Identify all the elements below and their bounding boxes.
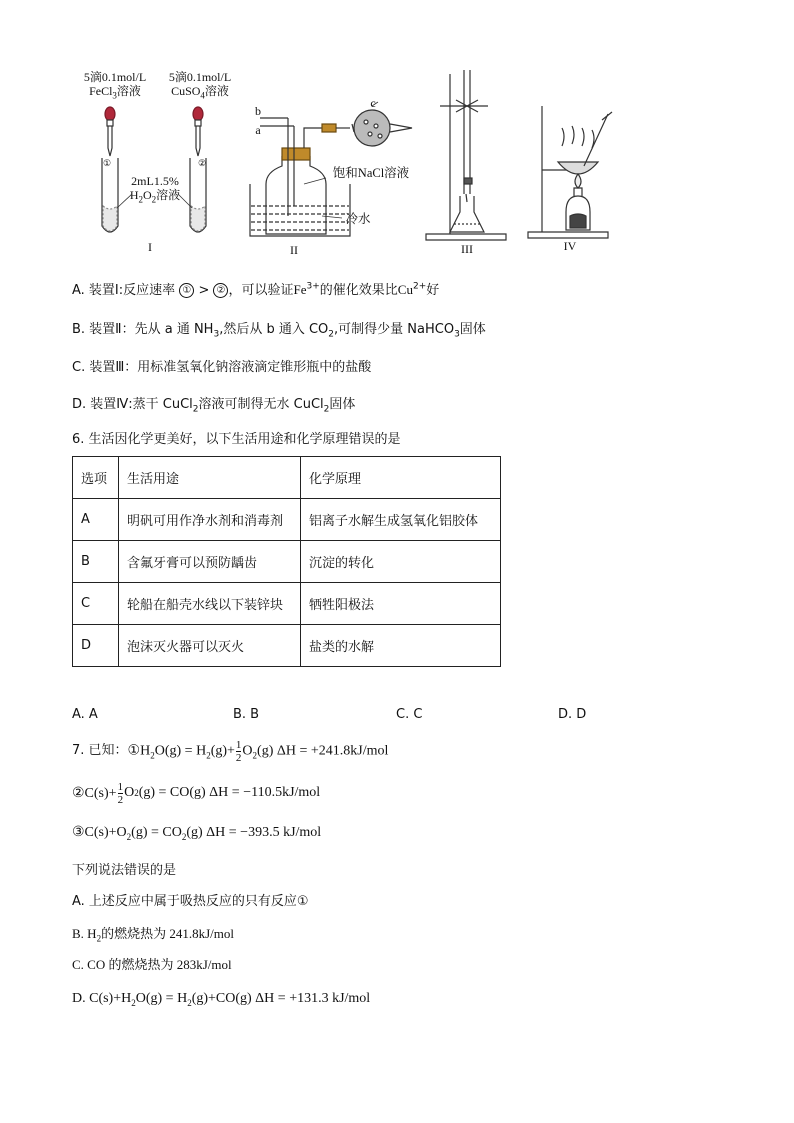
fecl3-formula: FeCl [89, 84, 113, 98]
table-cell: 轮船在船壳水线以下装锌块 [119, 583, 301, 625]
table-header-cell: 选项 [73, 457, 119, 499]
q5-option-a [72, 281, 439, 300]
test-tube-right-icon [190, 158, 206, 232]
frac-num: 1 [235, 738, 242, 751]
h2o2-line1: 2mL1.5% [131, 174, 179, 188]
co2-sub: 2 [328, 329, 335, 340]
q7-option-d [72, 991, 370, 1007]
fraction-half [118, 781, 124, 806]
q7-option-b [72, 925, 234, 943]
eq3-end: (g) ΔH = −393.5 kJ/mol [186, 825, 322, 840]
eq1-sub: 2 [150, 750, 155, 761]
table-cell: 铝离子水解生成氢氧化铝胶体 [301, 499, 501, 541]
fe-ion: Fe [293, 282, 307, 297]
q5-b-text3: ,可制得少量 NaHCO [334, 322, 455, 337]
reagent-fecl3-line1: 5滴0.1mol/L [83, 70, 147, 84]
q7-d-1: D. C(s)+H [72, 991, 132, 1006]
table-cell: 牺牲阳极法 [301, 583, 501, 625]
frac-den: 2 [235, 751, 242, 764]
eq3-mid: (g) = CO [131, 825, 182, 840]
table-header-cell: 化学原理 [301, 457, 501, 499]
q5-b-text4: 固体 [459, 322, 486, 337]
saturated-nacl-label: 饱和NaCl溶液 [332, 166, 410, 180]
q7-b-2: 的燃烧热为 241.8kJ/mol [101, 926, 234, 941]
q7-eq1-line [72, 736, 388, 766]
drying-tube-icon [322, 110, 412, 146]
glass-rod-icon [584, 112, 612, 166]
inlet-b-label: b [255, 104, 261, 118]
reagent-cuso4-line1: 5滴0.1mol/L [168, 70, 232, 84]
q6-table [72, 456, 501, 667]
table-cell: 明矾可用作净水剂和消毒剂 [119, 499, 301, 541]
tube-label-1: ① [102, 158, 112, 168]
h2o2-suffix: 溶液 [156, 188, 181, 202]
fecl3-sub: 3 [112, 90, 117, 101]
q5-a-end: 好 [426, 283, 440, 298]
greater-than: > [198, 283, 210, 298]
table-cell: C [73, 583, 119, 625]
q5-d-text2: 溶液可制得无水 CuCl [198, 397, 324, 412]
wash-bottle-icon [260, 118, 326, 234]
cuso4-formula: CuSO [171, 84, 201, 98]
q7-question: 下列说法错误的是 [72, 863, 177, 878]
h2o2-o: O [142, 188, 152, 202]
q7-equation-1 [128, 739, 389, 764]
q6-option-c: C. C [396, 707, 423, 722]
q5-b-text2: ,然后从 b 通入 CO [219, 322, 329, 337]
titration-stand-icon [426, 70, 506, 240]
inlet-a-label: a [255, 123, 261, 137]
cold-water-label: 冷水 [345, 212, 371, 226]
table-row [73, 625, 501, 667]
apparatus-iii-numeral: III [461, 242, 473, 256]
q7-d-sub2: 2 [187, 997, 192, 1008]
eq1-end: (g) ΔH = +241.8kJ/mol [257, 743, 389, 759]
q7-d-3: (g)+CO(g) ΔH = +131.3 kJ/mol [191, 991, 371, 1006]
q7-equation-3 [72, 824, 321, 841]
q7-b-sub: 2 [96, 933, 102, 944]
q5-b-text1: B. 装置Ⅱ：先从 a 通 NH [72, 322, 214, 337]
cu-charge: 2+ [412, 281, 427, 292]
eq1-state: (g) [164, 743, 182, 759]
q5-d-text1: D. 装置Ⅳ:蒸干 CuCl [72, 397, 193, 412]
q5-d-text3: 固体 [329, 397, 356, 412]
apparatus-drawing [60, 66, 640, 262]
q7-d-2: O(g) = H [135, 991, 188, 1006]
q7-option-c: C. CO 的燃烧热为 283kJ/mol [72, 957, 232, 972]
table-cell: 盐类的水解 [301, 625, 501, 667]
q5-a-mid: ，可以验证 [228, 283, 294, 298]
q5-option-c: C. 装置Ⅲ：用标准氢氧化钠溶液滴定锥形瓶中的盐酸 [72, 360, 372, 375]
q5-option-b [72, 321, 486, 339]
nh3-sub: 3 [213, 329, 220, 340]
table-row [73, 499, 501, 541]
q7-option-a: A. 上述反应中属于吸热反应的只有反应① [72, 894, 309, 909]
eq2-end: (g) = CO(g) ΔH = −110.5kJ/mol [138, 785, 321, 800]
eq3-text: ③C(s)+O [72, 825, 127, 840]
eq2-lead: ②C(s)+ [72, 785, 117, 801]
h2o2-sub2: 2 [151, 194, 157, 205]
evaporation-stand-icon [528, 106, 608, 238]
cucl2-sub1: 2 [192, 404, 199, 415]
table-cell: 泡沫灭火器可以灭火 [119, 625, 301, 667]
apparatus-iv-numeral: IV [563, 239, 577, 253]
eq3-sub: 2 [181, 831, 187, 842]
cuso4-sub: 4 [200, 90, 205, 101]
eq1-o2: O [242, 743, 253, 759]
table-row [73, 583, 501, 625]
table-cell: 沉淀的转化 [301, 541, 501, 583]
q7-equation-2: ②C(s)+ $\frac{1}{2}$ O 2 (g) = CO(g) ΔH = −110.5kJ/mol [72, 780, 321, 806]
eq1-sub: 2 [252, 750, 258, 761]
circled-2: ② [213, 283, 228, 298]
nahco3-sub: 3 [454, 329, 460, 340]
frac-num: 1 [117, 780, 124, 793]
dropper-left-icon [105, 107, 115, 156]
circled-1: ① [179, 283, 194, 298]
h2o2-sub1: 2 [138, 194, 143, 205]
q6-option-a: A. A [72, 707, 98, 722]
h2o2-h: H [129, 188, 139, 202]
eq3-sub: 2 [126, 831, 132, 842]
q5-a-prefix: A. 装置Ⅰ:反应速率 [72, 283, 176, 298]
q6-option-b: B. B [233, 707, 260, 722]
eq1-o: O [154, 743, 165, 759]
fe-charge: 3+ [306, 281, 320, 292]
table-cell: B [73, 541, 119, 583]
test-tube-left-icon [102, 158, 118, 232]
q6-option-d: D. D [558, 707, 587, 722]
eq1-sub: 2 [206, 750, 211, 761]
table-cell: D [73, 625, 119, 667]
fraction-half [236, 739, 242, 764]
cucl2-sub2: 2 [323, 404, 330, 415]
alcohol-lamp-icon [566, 174, 590, 230]
q7-b-1: B. H [72, 926, 97, 941]
eq1-lead: ①H [127, 743, 151, 759]
q6-stem: 6. 生活因化学更美好，以下生活用途和化学原理错误的是 [72, 432, 401, 447]
eq1-product: = H [181, 743, 207, 759]
outlet-c-label: c [370, 96, 376, 110]
cu-ion: Cu [397, 282, 413, 297]
eq2-o2: O [124, 785, 135, 800]
q7-stem-prefix: 7. 已知： [72, 743, 128, 758]
frac-den: 2 [117, 793, 124, 806]
tube-label-2: ② [197, 158, 207, 168]
apparatus-figure [60, 66, 640, 262]
table-header-row [73, 457, 501, 499]
cuso4-suffix: 溶液 [204, 84, 229, 98]
table-cell: A [73, 499, 119, 541]
q7-d-sub1: 2 [131, 997, 136, 1008]
eq1-mid: (g)+ [210, 743, 235, 759]
fecl3-suffix: 溶液 [116, 84, 141, 98]
q5-option-d [72, 396, 355, 414]
apparatus-ii-numeral: II [290, 243, 298, 257]
table-header-cell: 生活用途 [119, 457, 301, 499]
apparatus-i-numeral: I [148, 240, 152, 254]
dropper-right-icon [193, 107, 203, 156]
water-bath-icon [250, 184, 350, 236]
table-row [73, 541, 501, 583]
q5-a-mid2: 的催化效果比 [319, 283, 398, 298]
table-cell: 含氟牙膏可以预防龋齿 [119, 541, 301, 583]
